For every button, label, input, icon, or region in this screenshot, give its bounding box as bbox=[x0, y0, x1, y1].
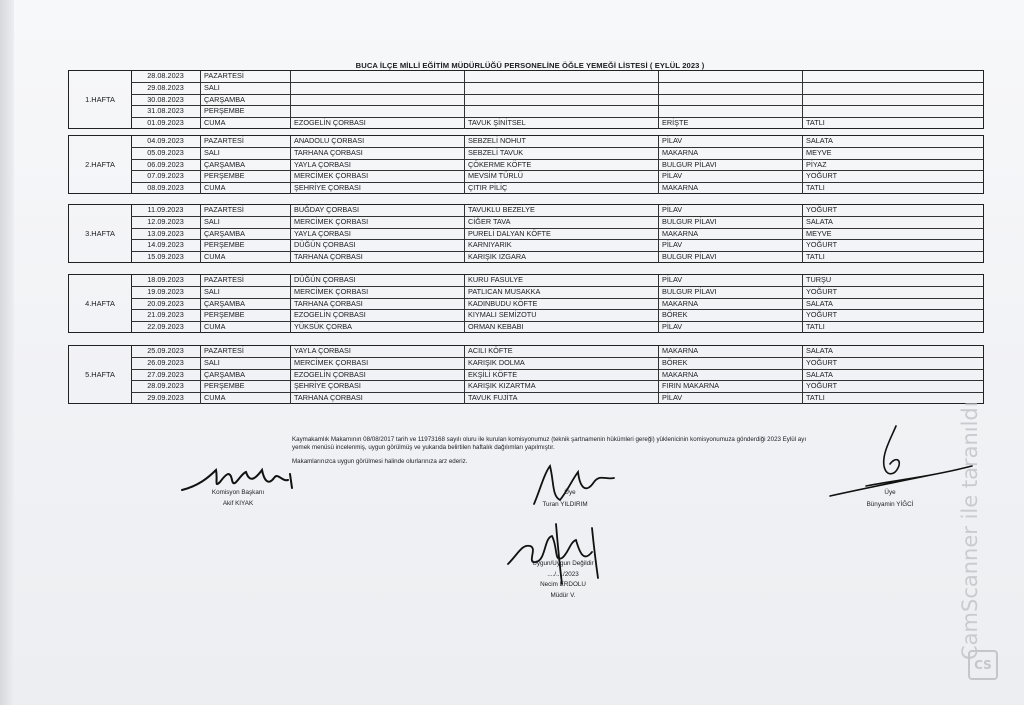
cell-day: CUMA bbox=[201, 183, 291, 194]
cell-dessert: TATLI bbox=[806, 321, 825, 331]
cell-day: CUMA bbox=[201, 252, 291, 263]
cell-day: ÇARŞAMBA bbox=[201, 160, 291, 171]
cell-date: 20.09.2023 bbox=[131, 299, 201, 310]
cell-soup: ŞEHRİYE ÇORBASI bbox=[291, 183, 465, 194]
cell-day: PAZARTESİ bbox=[201, 71, 291, 82]
cell-soup: BUĞDAY ÇORBASI bbox=[291, 205, 465, 216]
cell-main: CİĞER TAVA bbox=[465, 217, 659, 228]
cell-day: PERŞEMBE bbox=[201, 171, 291, 182]
cell-side: PİLAV bbox=[659, 275, 803, 286]
cell-date: 26.09.2023 bbox=[131, 358, 201, 369]
cell-soup: DÜĞÜN ÇORBASI bbox=[291, 275, 465, 286]
cell-dessert: YOĞURT bbox=[806, 171, 838, 181]
cell-soup: TARHANA ÇORBASI bbox=[291, 393, 465, 404]
cell-side: BULGUR PİLAVI bbox=[659, 217, 803, 228]
cell-day: PERŞEMBE bbox=[201, 381, 291, 392]
approval-text: Uygun/Uygun Değildir bbox=[532, 560, 594, 567]
week-block bbox=[68, 135, 984, 194]
table-row bbox=[131, 71, 983, 82]
member2-name: Bünyamin YİĞCİ bbox=[866, 501, 914, 508]
cell-side: MAKARNA bbox=[659, 299, 803, 310]
cell-date: 29.08.2023 bbox=[131, 83, 201, 94]
cell-dessert: YOĞURT bbox=[806, 205, 838, 214]
cell-day: ÇARŞAMBA bbox=[201, 299, 291, 310]
member1-name: Turan YILDIRIM bbox=[542, 501, 588, 508]
chair-name: Akif KIYAK bbox=[222, 500, 254, 507]
cell-dessert: TATLI bbox=[806, 251, 825, 261]
cell-main: MEVSİM TÜRLÜ bbox=[465, 171, 659, 182]
cell-dessert: YOĞURT bbox=[806, 240, 838, 250]
cell-soup: ŞEHRİYE ÇORBASI bbox=[291, 381, 465, 392]
week-block bbox=[68, 70, 984, 129]
cell-soup: YÜKSÜK ÇORBA bbox=[291, 322, 465, 333]
cell-main: SEBZELİ NOHUT bbox=[465, 136, 659, 147]
week-label: 1.HAFTA bbox=[69, 71, 132, 128]
table-row bbox=[131, 136, 983, 147]
cell-date: 29.09.2023 bbox=[131, 393, 201, 404]
table-row bbox=[131, 117, 983, 129]
cell-side: PİLAV bbox=[659, 171, 803, 182]
cell-day: CUMA bbox=[201, 322, 291, 333]
cell-dessert: PİYAZ bbox=[806, 159, 827, 169]
cell-soup bbox=[291, 71, 465, 82]
cell-dessert: SALATA bbox=[806, 298, 833, 308]
cell-date: 30.08.2023 bbox=[131, 95, 201, 106]
cell-main: KIYMALI SEMİZOTU bbox=[465, 310, 659, 321]
cell-main: ÇITIR PİLİÇ bbox=[465, 183, 659, 194]
cell-side: BULGUR PİLAVI bbox=[659, 252, 803, 263]
cell-main: TAVUK FUJİTA bbox=[465, 393, 659, 404]
cell-soup: TARHANA ÇORBASI bbox=[291, 148, 465, 159]
cell-side: MAKARNA bbox=[659, 346, 803, 357]
week-label: 4.HAFTA bbox=[69, 275, 132, 332]
cell-side: ERİŞTE bbox=[659, 118, 803, 129]
cell-side: BÖREK bbox=[659, 358, 803, 369]
cell-dessert: SALATA bbox=[806, 136, 833, 145]
week-block bbox=[68, 204, 984, 263]
cell-dessert: YOĞURT bbox=[806, 358, 838, 368]
week-block bbox=[68, 345, 984, 404]
cell-side: BULGUR PİLAVI bbox=[659, 160, 803, 171]
cell-dessert bbox=[803, 71, 983, 82]
cell-date: 31.08.2023 bbox=[131, 106, 201, 117]
cell-main: KARIŞIK KIZARTMA bbox=[465, 381, 659, 392]
week-block bbox=[68, 274, 984, 333]
cell-dessert: YOĞURT bbox=[806, 381, 838, 391]
cell-day: PAZARTESİ bbox=[201, 136, 291, 147]
cell-soup: YAYLA ÇORBASI bbox=[291, 160, 465, 171]
cell-main: KARNIYARIK bbox=[465, 240, 659, 251]
cell-day: ÇARŞAMBA bbox=[201, 229, 291, 240]
cell-soup: EZOGELİN ÇORBASI bbox=[291, 370, 465, 381]
cell-date: 11.09.2023 bbox=[131, 205, 201, 216]
cell-main: PURELİ DALYAN KÖFTE bbox=[465, 229, 659, 240]
table-row bbox=[131, 275, 983, 286]
week-label: 5.HAFTA bbox=[69, 346, 132, 403]
cell-side: MAKARNA bbox=[659, 229, 803, 240]
cell-soup: YAYLA ÇORBASI bbox=[291, 229, 465, 240]
cell-day: PAZARTESİ bbox=[201, 346, 291, 357]
cell-day: PAZARTESİ bbox=[201, 275, 291, 286]
cell-side: PİLAV bbox=[659, 240, 803, 251]
cell-dessert: MEYVE bbox=[806, 148, 832, 158]
document-title: BUCA İLÇE MİLLİ EĞİTİM MÜDÜRLÜĞÜ PERSONELİNE ÖĞLE YEMEĞİ LİSTESİ ( EYLÜL 2023 ) bbox=[355, 61, 705, 70]
cell-side bbox=[659, 71, 803, 82]
cell-soup: MERCİMEK ÇORBASI bbox=[291, 287, 465, 298]
cell-date: 22.09.2023 bbox=[131, 322, 201, 333]
note-line-1: Kaymakamlık Makamının 08/08/2017 tarih ve 11973168 sayılı oluru ile kurulan komisyonumuz (teknik şartnamenin hükümleri gereği) yüklenicinin komisyonumuza gönderdiği 2023 Eylül ayı bbox=[292, 436, 807, 443]
cell-date: 25.09.2023 bbox=[131, 346, 201, 357]
table-row bbox=[131, 346, 983, 357]
cell-soup: MERCİMEK ÇORBASI bbox=[291, 217, 465, 228]
table-row bbox=[131, 205, 983, 216]
member2-role: Üye bbox=[884, 489, 896, 496]
cell-dessert: TATLI bbox=[806, 392, 825, 402]
cell-dessert: TATLI bbox=[806, 117, 825, 127]
cell-soup: DÜĞÜN ÇORBASI bbox=[291, 240, 465, 251]
cell-dessert: YOĞURT bbox=[806, 310, 838, 320]
cell-side: FIRIN MAKARNA bbox=[659, 381, 803, 392]
cell-side: PİLAV bbox=[659, 205, 803, 216]
cell-date: 07.09.2023 bbox=[131, 171, 201, 182]
cell-main: ÇÖKERME KÖFTE bbox=[465, 160, 659, 171]
cell-day: SALI bbox=[201, 83, 291, 94]
cell-date: 21.09.2023 bbox=[131, 310, 201, 321]
cell-dessert: TATLI bbox=[806, 182, 825, 192]
cell-main: KARIŞIK IZGARA bbox=[465, 252, 659, 263]
cell-dessert: TURŞU bbox=[806, 275, 832, 284]
cell-date: 28.09.2023 bbox=[131, 381, 201, 392]
cell-date: 06.09.2023 bbox=[131, 160, 201, 171]
cell-dessert: SALATA bbox=[806, 346, 833, 355]
cell-date: 12.09.2023 bbox=[131, 217, 201, 228]
cell-day: CUMA bbox=[201, 393, 291, 404]
cell-side: PİLAV bbox=[659, 136, 803, 147]
cell-side: BULGUR PİLAVI bbox=[659, 287, 803, 298]
approval-date: ..../..../2023 bbox=[547, 571, 579, 578]
cell-day: PERŞEMBE bbox=[201, 240, 291, 251]
cell-date: 13.09.2023 bbox=[131, 229, 201, 240]
director-name: Necim ERDOLU bbox=[540, 581, 586, 588]
table-row bbox=[131, 251, 983, 263]
cell-side: MAKARNA bbox=[659, 183, 803, 194]
watermark-text: CamScanner ile taranıldı bbox=[958, 401, 982, 660]
member1-role: Üye bbox=[564, 489, 576, 496]
note-line-2: yemek menüsü incelenmiş, uygun görülmüş ve yukarıda belirtilen haftalık dağılımları yapılmıştır. bbox=[292, 444, 555, 451]
cell-main: TAVUK ŞİNİTSEL bbox=[465, 118, 659, 129]
chair-role: Komisyon Başkanı bbox=[211, 489, 265, 496]
cell-main: ORMAN KEBABI bbox=[465, 322, 659, 333]
cell-main: SEBZELİ TAVUK bbox=[465, 148, 659, 159]
cell-main: KADINBUDU KÖFTE bbox=[465, 299, 659, 310]
cell-main: KARIŞIK DOLMA bbox=[465, 358, 659, 369]
cell-date: 19.09.2023 bbox=[131, 287, 201, 298]
cell-day: PAZARTESİ bbox=[201, 205, 291, 216]
cell-soup: EZOGELİN ÇORBASI bbox=[291, 118, 465, 129]
cell-soup: TARHANA ÇORBASI bbox=[291, 299, 465, 310]
cell-date: 04.09.2023 bbox=[131, 136, 201, 147]
cell-date: 27.09.2023 bbox=[131, 370, 201, 381]
cell-day: SALI bbox=[201, 148, 291, 159]
cell-side: MAKARNA bbox=[659, 148, 803, 159]
cell-day: CUMA bbox=[201, 118, 291, 129]
cell-day: PERŞEMBE bbox=[201, 310, 291, 321]
cell-soup: EZOGELİN ÇORBASI bbox=[291, 310, 465, 321]
cell-side: PİLAV bbox=[659, 393, 803, 404]
cell-date: 05.09.2023 bbox=[131, 148, 201, 159]
table-row bbox=[131, 321, 983, 333]
cell-soup: MERCİMEK ÇORBASI bbox=[291, 358, 465, 369]
camscanner-watermark bbox=[958, 360, 998, 660]
week-label: 2.HAFTA bbox=[69, 136, 132, 193]
cell-day: SALI bbox=[201, 358, 291, 369]
cell-soup: TARHANA ÇORBASI bbox=[291, 252, 465, 263]
cell-day: ÇARŞAMBA bbox=[201, 370, 291, 381]
cell-day: SALI bbox=[201, 287, 291, 298]
cell-side: BÖREK bbox=[659, 310, 803, 321]
cell-soup: ANADOLU ÇORBASI bbox=[291, 136, 465, 147]
cell-dessert: MEYVE bbox=[806, 228, 832, 238]
cell-day: SALI bbox=[201, 217, 291, 228]
cell-main: TAVUKLU BEZELYE bbox=[465, 205, 659, 216]
cell-soup: YAYLA ÇORBASI bbox=[291, 346, 465, 357]
director-role: Müdür V. bbox=[550, 592, 576, 599]
cell-side: MAKARNA bbox=[659, 370, 803, 381]
camscanner-logo-icon: CS bbox=[968, 650, 998, 680]
table-row bbox=[131, 392, 983, 404]
cell-day: PERŞEMBE bbox=[201, 106, 291, 117]
cell-dessert: SALATA bbox=[806, 369, 833, 379]
cell-date: 28.08.2023 bbox=[131, 71, 201, 82]
table-row bbox=[131, 182, 983, 194]
cell-main bbox=[465, 71, 659, 82]
cell-date: 15.09.2023 bbox=[131, 252, 201, 263]
cell-dessert: SALATA bbox=[806, 217, 833, 227]
cell-day: ÇARŞAMBA bbox=[201, 95, 291, 106]
page-edge bbox=[0, 0, 14, 705]
cell-main: ACILI KÖFTE bbox=[465, 346, 659, 357]
week-label: 3.HAFTA bbox=[69, 205, 132, 262]
cell-dessert: YOĞURT bbox=[806, 287, 838, 297]
cell-main: EKŞİLİ KÖFTE bbox=[465, 370, 659, 381]
note-line-3: Makamlarınızca uygun görülmesi halinde olurlarınıza arz ederiz. bbox=[292, 458, 468, 465]
cell-date: 18.09.2023 bbox=[131, 275, 201, 286]
cell-main: PATLICAN MUSAKKA bbox=[465, 287, 659, 298]
cell-soup: MERCİMEK ÇORBASI bbox=[291, 171, 465, 182]
cell-date: 14.09.2023 bbox=[131, 240, 201, 251]
cell-main: KURU FASULYE bbox=[465, 275, 659, 286]
cell-date: 01.09.2023 bbox=[131, 118, 201, 129]
cell-date: 08.09.2023 bbox=[131, 183, 201, 194]
cell-side: PİLAV bbox=[659, 322, 803, 333]
